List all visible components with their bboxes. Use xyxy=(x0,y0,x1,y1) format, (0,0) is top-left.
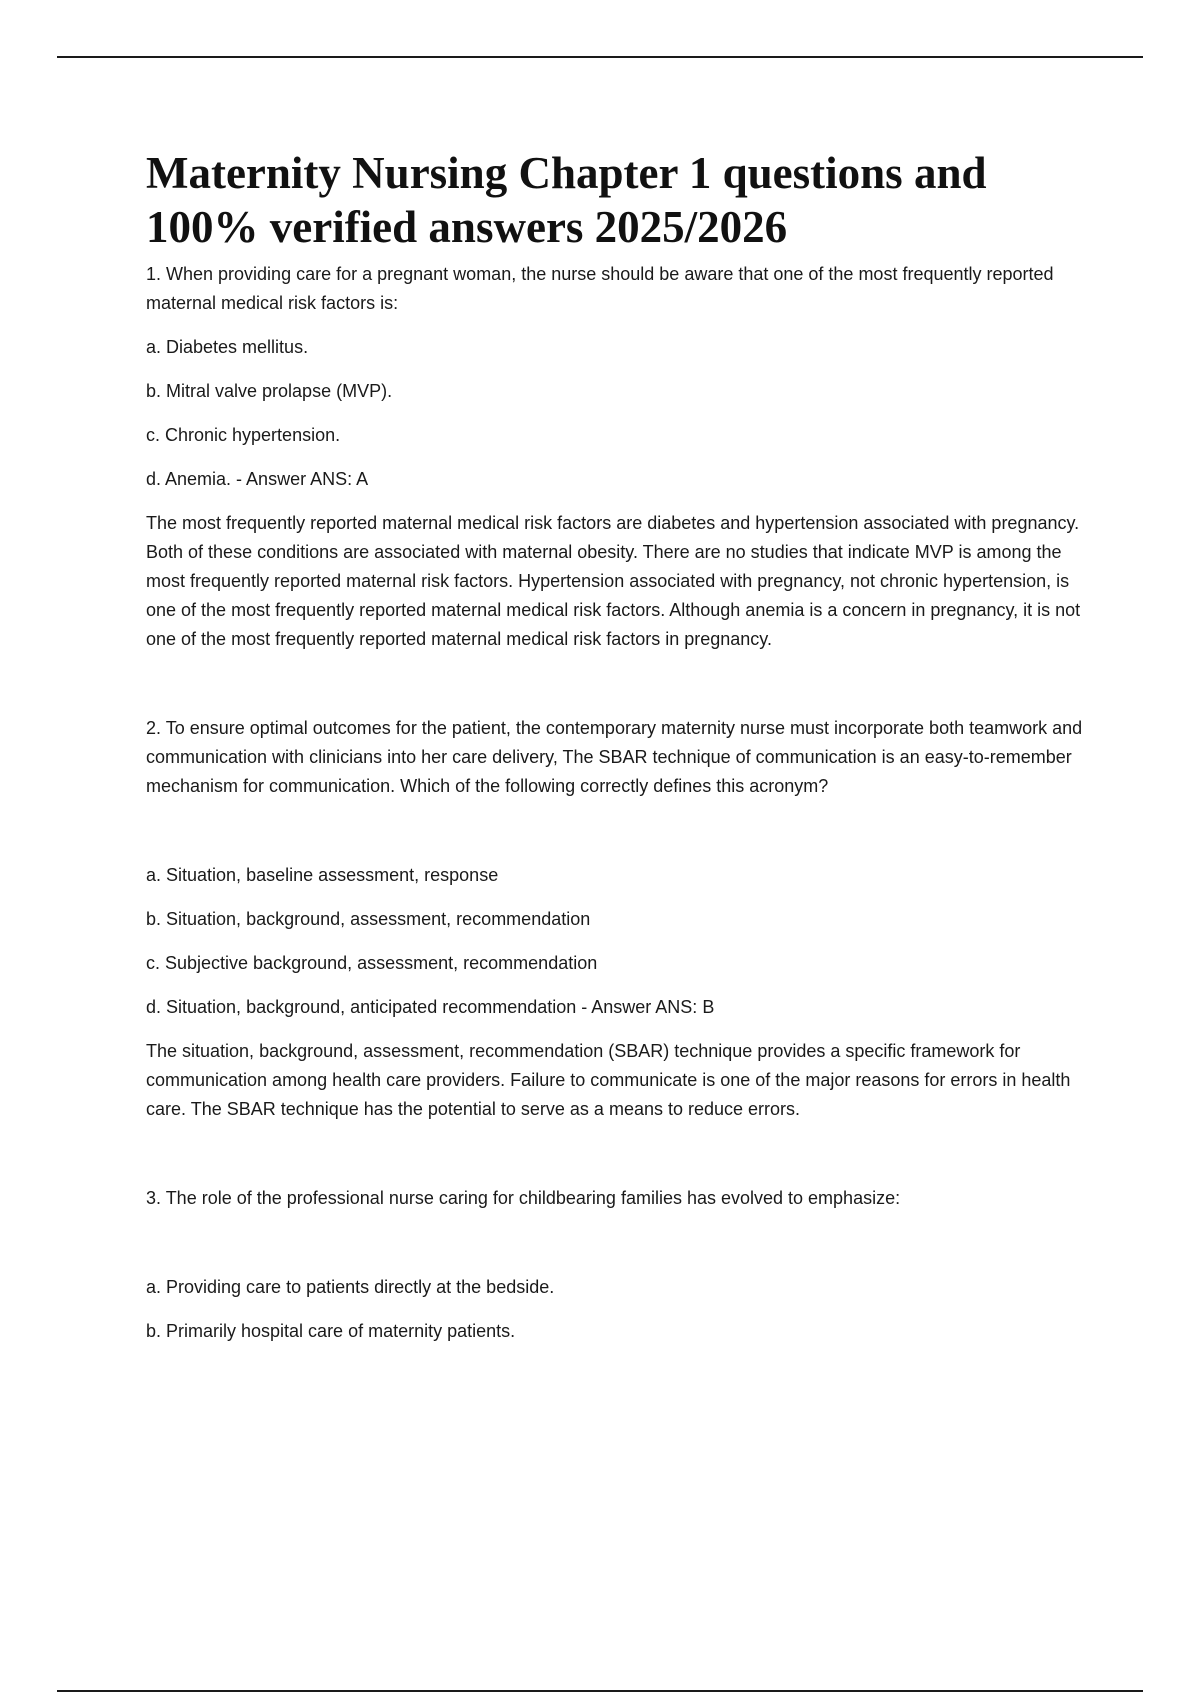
document-body xyxy=(146,146,1096,1346)
question-2-option-b: b. Situation, background, assessment, recommendation xyxy=(146,909,591,929)
question-1-stem: 1. When providing care for a pregnant woman, the nurse should be aware that one of the most frequently reported maternal medical risk factors is: xyxy=(146,264,1054,313)
bottom-rule xyxy=(57,1690,1143,1692)
question-2-option-a: a. Situation, baseline assessment, response xyxy=(146,865,499,885)
question-1-option-b: b. Mitral valve prolapse (MVP). xyxy=(146,381,393,401)
question-2-stem: 2. To ensure optimal outcomes for the patient, the contemporary maternity nurse must incorporate both teamwork and communication with clinicians into her care delivery, The SBAR technique of communication is an easy-to-remember mechanism for communication. Which of the following correctly defines this acronym? xyxy=(146,718,1083,796)
question-1-rationale: The most frequently reported maternal medical risk factors are diabetes and hypertension associated with pregnancy. Both of these conditions are associated with maternal obesity. There are no studies that indicate MVP is among the most frequently reported maternal risk factors. Hypertension associated with pregnancy, not chronic hypertension, is one of the most frequently reported maternal medical risk factors. Although anemia is a concern in pregnancy, it is not one of the most frequently reported maternal medical risk factors in pregnancy. xyxy=(146,513,1081,649)
question-3-option-b: b. Primarily hospital care of maternity patients. xyxy=(146,1321,516,1341)
question-1-option-d: d. Anemia. - Answer ANS: A xyxy=(146,469,369,489)
question-2-option-d: d. Situation, background, anticipated recommendation - Answer ANS: B xyxy=(146,997,715,1017)
question-3-option-a: a. Providing care to patients directly at the bedside. xyxy=(146,1277,555,1297)
question-2-option-c: c. Subjective background, assessment, recommendation xyxy=(146,953,598,973)
question-1-option-c: c. Chronic hypertension. xyxy=(146,425,341,445)
document-title: Maternity Nursing Chapter 1 questions and 100% verified answers 2025/2026 xyxy=(146,148,987,252)
question-3-stem: 3. The role of the professional nurse caring for childbearing families has evolved to emphasize: xyxy=(146,1188,901,1208)
question-1-option-a: a. Diabetes mellitus. xyxy=(146,337,309,357)
top-rule xyxy=(57,56,1143,58)
question-2-rationale: The situation, background, assessment, recommendation (SBAR) technique provides a specific framework for communication among health care providers. Failure to communicate is one of the major reasons for errors in health care. The SBAR technique has the potential to serve as a means to reduce errors. xyxy=(146,1041,1071,1119)
